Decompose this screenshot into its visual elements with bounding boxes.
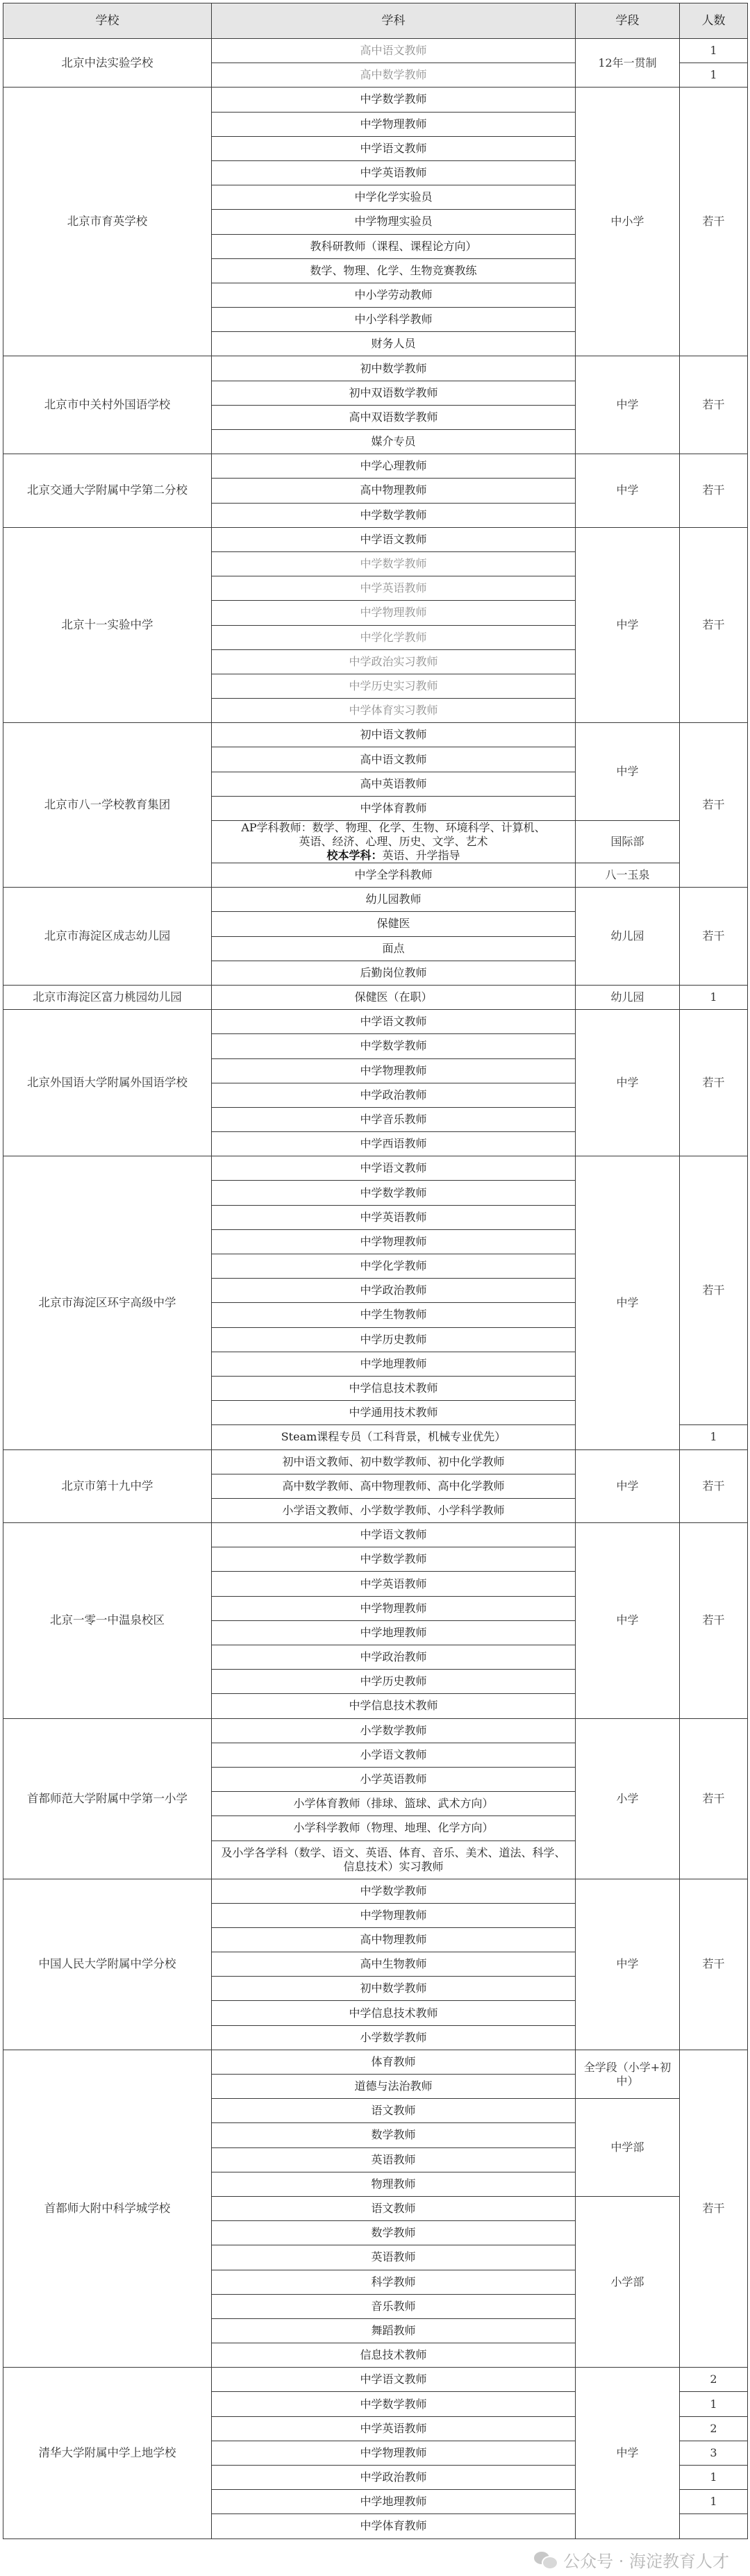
count-cell: 若干 — [680, 2050, 748, 2367]
stage-cell: 小学 — [576, 1718, 680, 1879]
table-row — [3, 888, 748, 912]
subject-cell: 中学物理教师 — [212, 1596, 576, 1620]
count-cell: 若干 — [680, 723, 748, 888]
table-row — [3, 1010, 748, 1034]
subject-cell: 中学物理教师 — [212, 601, 576, 625]
subject-cell: 中学语文教师 — [212, 527, 576, 551]
subject-cell: 中学音乐教师 — [212, 1107, 576, 1131]
stage-cell: 中学 — [576, 356, 680, 454]
subject-cell: 财务人员 — [212, 332, 576, 356]
table-row — [3, 1718, 748, 1743]
stage-cell: 中学 — [576, 1449, 680, 1523]
subject-cell: 中学语文教师 — [212, 2368, 576, 2392]
subject-cell: 中学信息技术教师 — [212, 2001, 576, 2025]
subject-cell: 中学物理教师 — [212, 1058, 576, 1083]
subject-cell: 高中语文教师 — [212, 39, 576, 63]
subject-cell: 中学数学教师 — [212, 88, 576, 112]
stage-cell: 中学 — [576, 723, 680, 821]
subject-cell: 英语教师 — [212, 2147, 576, 2172]
stage-cell: 国际部 — [576, 821, 680, 863]
count-cell: 1 — [680, 2466, 748, 2490]
count-cell: 若干 — [680, 1523, 748, 1719]
school-cell: 清华大学附属中学上地学校 — [3, 2368, 212, 2538]
subject-cell: 后勤岗位教师 — [212, 961, 576, 985]
stage-cell: 中小学 — [576, 88, 680, 356]
subject-cell: 科学教师 — [212, 2270, 576, 2294]
subject-cell: 中学化学教师 — [212, 625, 576, 649]
school-cell: 北京市中关村外国语学校 — [3, 356, 212, 454]
table-body — [3, 39, 748, 2539]
subject-cell: 中学英语教师 — [212, 576, 576, 601]
subject-cell: 面点 — [212, 936, 576, 961]
subject-cell: 中学英语教师 — [212, 2416, 576, 2441]
table-row — [3, 985, 748, 1009]
school-cell: 北京市八一学校教育集团 — [3, 723, 212, 888]
table-row — [3, 1523, 748, 1547]
subject-cell: Steam课程专员（工科背景，机械专业优先） — [212, 1425, 576, 1449]
watermark-text: 公众号 · 海淀教育人才 — [563, 2552, 729, 2571]
subject-cell: 高中英语教师 — [212, 772, 576, 796]
subject-cell: 媒介专员 — [212, 430, 576, 454]
count-cell: 1 — [680, 1425, 748, 1449]
subject-cell: 体育教师 — [212, 2050, 576, 2074]
stage-cell: 中学 — [576, 454, 680, 528]
subject-cell: 数学教师 — [212, 2221, 576, 2245]
school-based-value: 英语、升学指导 — [382, 849, 460, 862]
subject-cell: 中学物理教师 — [212, 2441, 576, 2465]
table-row — [3, 527, 748, 551]
subject-cell: 高中双语数学教师 — [212, 405, 576, 429]
subject-cell: 英语教师 — [212, 2245, 576, 2270]
table-row — [3, 88, 748, 112]
subject-cell: 数学、物理、化学、生物竞赛教练 — [212, 258, 576, 283]
subject-cell: 中学数学教师 — [212, 1034, 576, 1058]
subject-cell: 中学数学教师 — [212, 1547, 576, 1572]
subject-cell: 小学英语教师 — [212, 1767, 576, 1791]
subject-cell: 中学物理教师 — [212, 112, 576, 136]
subject-cell: 中小学劳动教师 — [212, 283, 576, 307]
header-count: 人数 — [680, 3, 748, 39]
subject-cell: 中学数学教师 — [212, 2392, 576, 2416]
recruitment-table — [3, 3, 748, 2539]
subject-cell: 中学数学教师 — [212, 551, 576, 576]
subject-cell: 初中语文教师 — [212, 723, 576, 747]
subject-cell: 中学信息技术教师 — [212, 1376, 576, 1400]
count-cell — [680, 2514, 748, 2538]
table-row — [3, 2050, 748, 2074]
wechat-icon — [534, 2550, 558, 2570]
school-cell: 首都师范大学附属中学第一小学 — [3, 1718, 212, 1879]
subject-cell: 小学数学教师 — [212, 2025, 576, 2050]
subject-cell: 中学西语教师 — [212, 1132, 576, 1156]
count-cell: 1 — [680, 2490, 748, 2514]
subject-cell: 保健医 — [212, 912, 576, 936]
school-cell: 北京市第十九中学 — [3, 1449, 212, 1523]
subject-cell: 中学政治教师 — [212, 1645, 576, 1670]
table-row — [3, 1449, 748, 1474]
ap-subjects-line-2: 英语、经济、心理、历史、文学、艺术 — [299, 835, 488, 848]
table-row — [3, 1879, 748, 1903]
stage-cell: 中学 — [576, 1156, 680, 1449]
subject-cell: 高中数学教师、高中物理教师、高中化学教师 — [212, 1474, 576, 1498]
stage-cell: 中学部 — [576, 2099, 680, 2197]
school-cell: 北京一零一中温泉校区 — [3, 1523, 212, 1719]
subject-cell: 幼儿园教师 — [212, 888, 576, 912]
subject-cell: 中学历史实习教师 — [212, 674, 576, 698]
stage-cell: 中学 — [576, 1010, 680, 1156]
stage-cell: 中学 — [576, 527, 680, 723]
count-cell: 若干 — [680, 1010, 748, 1156]
subject-cell: 中学历史教师 — [212, 1670, 576, 1694]
subject-cell: 中学政治教师 — [212, 1279, 576, 1303]
header-school: 学校 — [3, 3, 212, 39]
stage-cell: 小学部 — [576, 2196, 680, 2367]
count-cell: 若干 — [680, 527, 748, 723]
school-cell: 北京中法实验学校 — [3, 39, 212, 88]
ap-subjects-line-1: AP学科教师：数学、物理、化学、生物、环境科学、计算机、 — [241, 821, 546, 834]
school-cell: 北京交通大学附属中学第二分校 — [3, 454, 212, 528]
subject-cell: 中学物理教师 — [212, 1229, 576, 1254]
count-cell: 若干 — [680, 356, 748, 454]
subject-cell: 中学英语教师 — [212, 160, 576, 185]
subject-cell: 高中物理教师 — [212, 479, 576, 503]
subject-cell: 中学语文教师 — [212, 1523, 576, 1547]
table-row — [3, 1156, 748, 1181]
subject-cell: 中学物理实验员 — [212, 210, 576, 234]
table-row — [3, 2368, 748, 2392]
school-based-label: 校本学科： — [326, 849, 383, 862]
subject-cell: 中小学科学教师 — [212, 308, 576, 332]
count-cell: 1 — [680, 985, 748, 1009]
count-cell: 1 — [680, 63, 748, 88]
school-cell: 北京市海淀区富力桃园幼儿园 — [3, 985, 212, 1009]
subject-cell: 语文教师 — [212, 2196, 576, 2220]
school-cell: 北京市育英学校 — [3, 88, 212, 356]
subject-cell: 中学体育教师 — [212, 796, 576, 820]
school-cell: 北京市海淀区环宇高级中学 — [3, 1156, 212, 1449]
subject-cell: 中学语文教师 — [212, 1010, 576, 1034]
subject-cell: 中学体育实习教师 — [212, 699, 576, 723]
stage-cell: 中学 — [576, 2368, 680, 2538]
subject-cell: 中学化学教师 — [212, 1254, 576, 1279]
school-cell: 北京市海淀区成志幼儿园 — [3, 888, 212, 986]
subject-cell: 中学数学教师 — [212, 1181, 576, 1205]
subject-cell: 高中物理教师 — [212, 1927, 576, 1952]
school-cell: 中国人民大学附属中学分校 — [3, 1879, 212, 2050]
subject-cell: 中学地理教师 — [212, 1352, 576, 1376]
header-subject: 学科 — [212, 3, 576, 39]
subject-cell: 道德与法治教师 — [212, 2075, 576, 2099]
subject-cell: 中学心理教师 — [212, 454, 576, 479]
subject-cell: 小学科学教师（物理、地理、化学方向） — [212, 1816, 576, 1840]
stage-cell: 幼儿园 — [576, 985, 680, 1009]
header-row — [3, 3, 748, 39]
subject-cell: 数学教师 — [212, 2123, 576, 2147]
count-cell: 3 — [680, 2441, 748, 2465]
subject-cell: 中学历史教师 — [212, 1327, 576, 1352]
subject-cell: 音乐教师 — [212, 2294, 576, 2318]
watermark — [534, 2548, 729, 2572]
count-cell: 若干 — [680, 88, 748, 356]
subject-cell: 中学生物教师 — [212, 1303, 576, 1327]
subject-cell: 中学地理教师 — [212, 2490, 576, 2514]
subject-cell: 语文教师 — [212, 2099, 576, 2123]
stage-cell: 全学段（小学+初中） — [576, 2050, 680, 2098]
school-cell: 首都师大附中科学城学校 — [3, 2050, 212, 2367]
subject-cell: 舞蹈教师 — [212, 2318, 576, 2343]
count-cell: 若干 — [680, 888, 748, 986]
subject-cell: 中学英语教师 — [212, 1572, 576, 1596]
subject-cell: 中学语文教师 — [212, 136, 576, 160]
subject-cell: 中学数学教师 — [212, 1879, 576, 1903]
subject-cell: 中学政治实习教师 — [212, 649, 576, 674]
recruitment-table-wrapper — [3, 3, 747, 2539]
count-cell: 若干 — [680, 1156, 748, 1425]
subject-cell: 小学语文教师 — [212, 1743, 576, 1767]
subject-cell: 初中双语数学教师 — [212, 381, 576, 405]
count-cell: 1 — [680, 2392, 748, 2416]
school-cell: 北京十一实验中学 — [3, 527, 212, 723]
subject-cell: 小学语文教师、小学数学教师、小学科学教师 — [212, 1498, 576, 1522]
table-row — [3, 39, 748, 63]
subject-cell: 中学地理教师 — [212, 1620, 576, 1645]
count-cell: 若干 — [680, 1879, 748, 2050]
stage-cell: 12年一贯制 — [576, 39, 680, 88]
subject-cell: 初中数学教师 — [212, 1977, 576, 2001]
table-row — [3, 723, 748, 747]
school-based-subjects — [216, 849, 571, 863]
subject-cell: 高中生物教师 — [212, 1952, 576, 1977]
stage-cell: 中学 — [576, 1523, 680, 1719]
table-row — [3, 356, 748, 381]
table-row — [3, 454, 748, 479]
count-cell: 若干 — [680, 1718, 748, 1879]
subject-cell: 物理教师 — [212, 2172, 576, 2196]
stage-cell: 幼儿园 — [576, 888, 680, 986]
subject-cell: 中学全学科教师 — [212, 863, 576, 888]
subject-cell: 高中语文教师 — [212, 747, 576, 772]
subject-cell: 中学物理教师 — [212, 1903, 576, 1927]
subject-cell: 中学通用技术教师 — [212, 1401, 576, 1425]
subject-cell — [212, 821, 576, 863]
stage-cell: 中学 — [576, 1879, 680, 2050]
header-stage: 学段 — [576, 3, 680, 39]
subject-cell: 教科研教师（课程、课程论方向） — [212, 234, 576, 258]
subject-cell: 中学英语教师 — [212, 1205, 576, 1229]
subject-cell: 高中数学教师 — [212, 63, 576, 88]
stage-cell: 八一玉泉 — [576, 863, 680, 888]
subject-cell: 小学体育教师（排球、篮球、武术方向） — [212, 1792, 576, 1816]
subject-cell: 中学体育教师 — [212, 2514, 576, 2538]
count-cell: 若干 — [680, 1449, 748, 1523]
subject-cell: 保健医（在职） — [212, 985, 576, 1009]
subject-cell: 信息技术教师 — [212, 2343, 576, 2368]
school-cell: 北京外国语大学附属外国语学校 — [3, 1010, 212, 1156]
subject-cell: 中学政治教师 — [212, 1083, 576, 1107]
subject-cell: 中学语文教师 — [212, 1156, 576, 1181]
count-cell: 2 — [680, 2368, 748, 2392]
count-cell: 1 — [680, 39, 748, 63]
subject-cell: 初中数学教师 — [212, 356, 576, 381]
count-cell: 2 — [680, 2416, 748, 2441]
count-cell: 若干 — [680, 454, 748, 528]
subject-cell: 中学数学教师 — [212, 503, 576, 527]
subject-cell: 及小学各学科（数学、语文、英语、体育、音乐、美术、道法、科学、信息技术）实习教师 — [212, 1840, 576, 1879]
subject-cell: 小学数学教师 — [212, 1718, 576, 1743]
subject-cell: 中学化学实验员 — [212, 185, 576, 210]
subject-cell: 初中语文教师、初中数学教师、初中化学教师 — [212, 1449, 576, 1474]
subject-cell: 中学政治教师 — [212, 2466, 576, 2490]
subject-cell: 中学信息技术教师 — [212, 1694, 576, 1718]
